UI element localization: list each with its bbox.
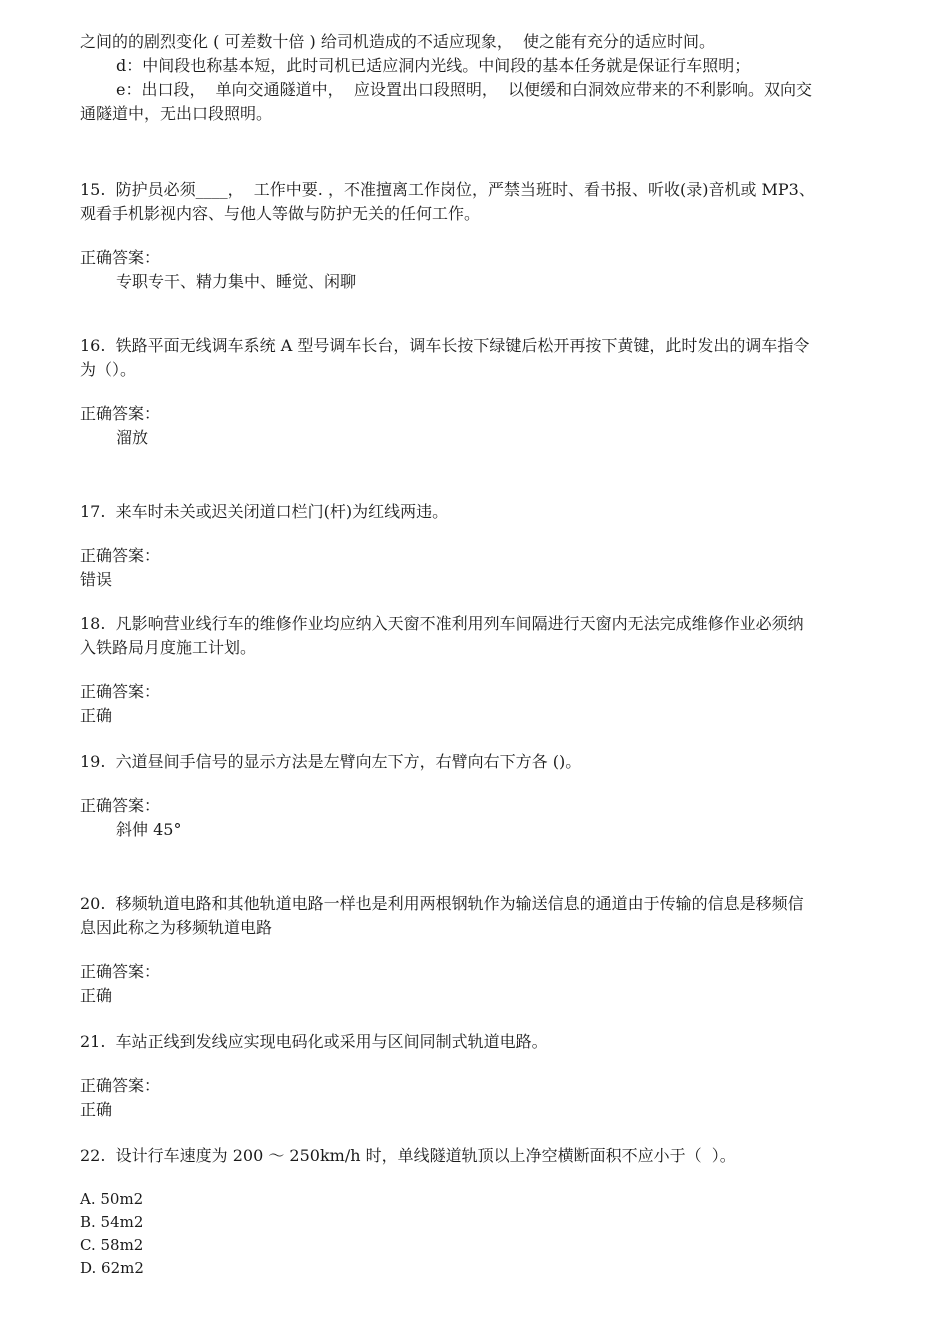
intro-line-4: 通隧道中，无出口段照明。 xyxy=(80,104,273,123)
question-20 xyxy=(80,892,880,1008)
question-text: 19. 六道昼间手信号的显示方法是左臂向左下方，右臂向右下方各 ()。 xyxy=(80,752,582,771)
question-text: 17. 来车时未关或迟关闭道口栏门(杆)为红线两违。 xyxy=(80,502,449,521)
question-16 xyxy=(80,334,880,450)
answer-label: 正确答案： xyxy=(80,404,161,423)
question-text: 21. 车站正线到发线应实现电码化或采用与区间同制式轨道电路。 xyxy=(80,1032,548,1051)
answer-text: 专职专干、精力集中、睡觉、闲聊 xyxy=(116,272,357,291)
answer-label: 正确答案： xyxy=(80,682,161,701)
intro-paragraph xyxy=(80,30,880,126)
answer-label: 正确答案： xyxy=(80,248,161,267)
answer-text: 错误 xyxy=(80,570,113,589)
intro-line-2: d：中间段也称基本短，此时司机已适应洞内光线。中间段的基本任务就是保证行车照明； xyxy=(116,56,751,75)
question-text: 观看手机影视内容、与他人等做与防护无关的任何工作。 xyxy=(80,204,481,223)
question-17 xyxy=(80,500,880,592)
question-22 xyxy=(80,1144,880,1280)
intro-line-1: 之间的的剧烈变化 ( 可差数十倍 ) 给司机造成的不适应现象， 使之能有充分的适应时间。 xyxy=(80,32,716,51)
question-text: 为（）。 xyxy=(80,360,137,379)
option-d: D. 62m2 xyxy=(80,1259,144,1277)
option-c: C. 58m2 xyxy=(80,1236,144,1254)
question-18 xyxy=(80,612,880,728)
answer-label: 正确答案： xyxy=(80,546,161,565)
answer-text: 正确 xyxy=(80,1100,113,1119)
question-15 xyxy=(80,178,880,294)
option-b: B. 54m2 xyxy=(80,1213,144,1231)
question-text: 15. 防护员必须____， 工作中要. ，不准擅离工作岗位，严禁当班时、看书报、听收(录)音机或 MP3、 xyxy=(80,180,815,199)
question-text: 18. 凡影响营业线行车的维修作业均应纳入天窗不准利用列车间隔进行天窗内无法完成维修作业必须纳 xyxy=(80,614,804,633)
question-text: 息因此称之为移频轨道电路 xyxy=(80,918,273,937)
option-a: A. 50m2 xyxy=(80,1190,144,1208)
question-text: 入铁路局月度施工计划。 xyxy=(80,638,257,657)
question-text: 16. 铁路平面无线调车系统 A 型号调车长台，调车长按下绿键后松开再按下黄键，此时发出的调车指令 xyxy=(80,336,810,355)
question-21 xyxy=(80,1030,880,1122)
answer-label: 正确答案： xyxy=(80,962,161,981)
answer-text: 正确 xyxy=(80,706,113,725)
question-text: 22. 设计行车速度为 200 ～ 250km/h 时，单线隧道轨顶以上净空横断面积不应小于（ ）。 xyxy=(80,1146,736,1165)
answer-label: 正确答案： xyxy=(80,796,161,815)
document-page xyxy=(80,30,880,1280)
answer-text: 斜伸 45° xyxy=(116,820,182,839)
question-text: 20. 移频轨道电路和其他轨道电路一样也是利用两根钢轨作为输送信息的通道由于传输的信息是移频信 xyxy=(80,894,804,913)
option-list xyxy=(80,1188,880,1280)
intro-line-3: e：出口段， 单向交通隧道中， 应设置出口段照明， 以便缓和白洞效应带来的不利影响。双向交 xyxy=(116,80,812,99)
question-19 xyxy=(80,750,880,842)
answer-text: 正确 xyxy=(80,986,113,1005)
answer-text: 溜放 xyxy=(116,428,149,447)
answer-label: 正确答案： xyxy=(80,1076,161,1095)
